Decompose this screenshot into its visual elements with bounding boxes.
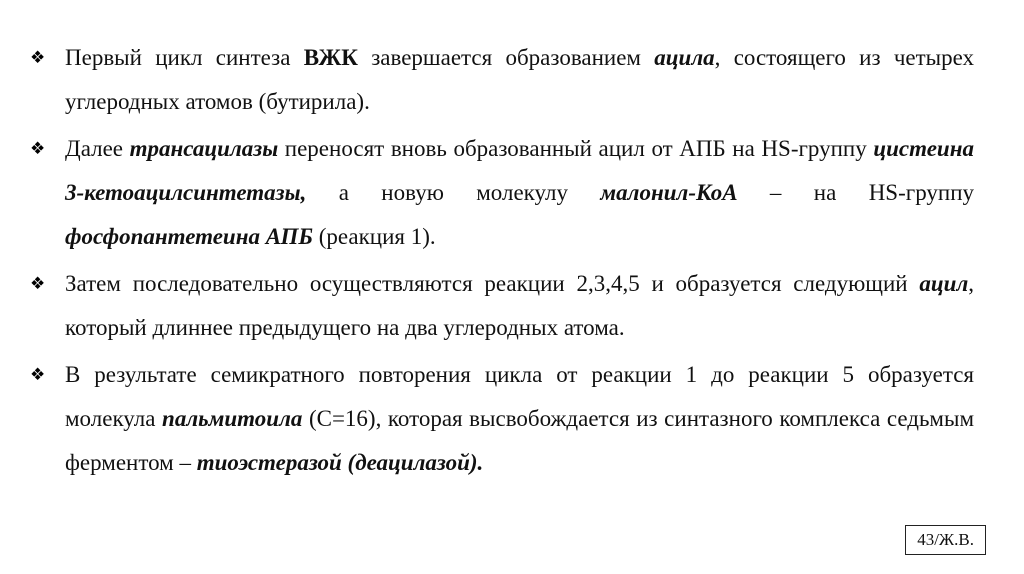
text-run: , состоящего из четырех углеродных атомов (бутирила). (65, 45, 974, 114)
page-number-box: 43/Ж.В. (905, 525, 986, 555)
text-run: Первый цикл синтеза (65, 45, 304, 70)
text-run-bold-italic: цистеина 3-кетоацилсинтетазы, (65, 136, 974, 205)
text-run-bold-italic: малонил-КоА (600, 180, 738, 205)
diamond-bullet-icon: ❖ (30, 48, 46, 67)
text-run-bold-italic: ацила (654, 45, 715, 70)
bullet-item (30, 127, 974, 259)
bullet-item (30, 36, 974, 124)
text-run-bold: ВЖК (303, 45, 358, 70)
text-run: а новую молекулу (306, 180, 601, 205)
bullet-item (30, 353, 974, 485)
text-run-bold-italic: пальмитоила (162, 406, 303, 431)
diamond-bullet-icon: ❖ (30, 139, 46, 158)
diamond-bullet-icon: ❖ (30, 365, 46, 384)
diamond-bullet-icon: ❖ (30, 274, 46, 293)
text-run-bold-italic: ацил (919, 271, 969, 296)
bullet-list (30, 36, 974, 488)
bullet-item (30, 262, 974, 350)
text-run-bold-italic: трансацилазы (129, 136, 279, 161)
text-run: завершается образованием (357, 45, 655, 70)
text-run: Далее (65, 136, 130, 161)
text-run: , который длиннее предыдущего на два углеродных атома. (65, 271, 974, 340)
text-run-bold-italic: фосфопантетеина АПБ (65, 224, 313, 249)
text-run: – на HS-группу (737, 180, 975, 205)
text-run: Затем последовательно осуществляются реакции 2,3,4,5 и образуется следующий (65, 271, 920, 296)
text-run: (реакция 1). (313, 224, 436, 249)
text-run: переносят вновь образованный ацил от АПБ на HS-группу (278, 136, 874, 161)
text-run: (С=16), которая высвобождается из синтазного комплекса седьмым ферментом – (65, 406, 974, 475)
text-run-bold-italic: тиоэстеразой (деацилазой). (196, 450, 484, 475)
text-run: В результате семикратного повторения цикла от реакции 1 до реакции 5 образуется молекула (65, 362, 974, 431)
